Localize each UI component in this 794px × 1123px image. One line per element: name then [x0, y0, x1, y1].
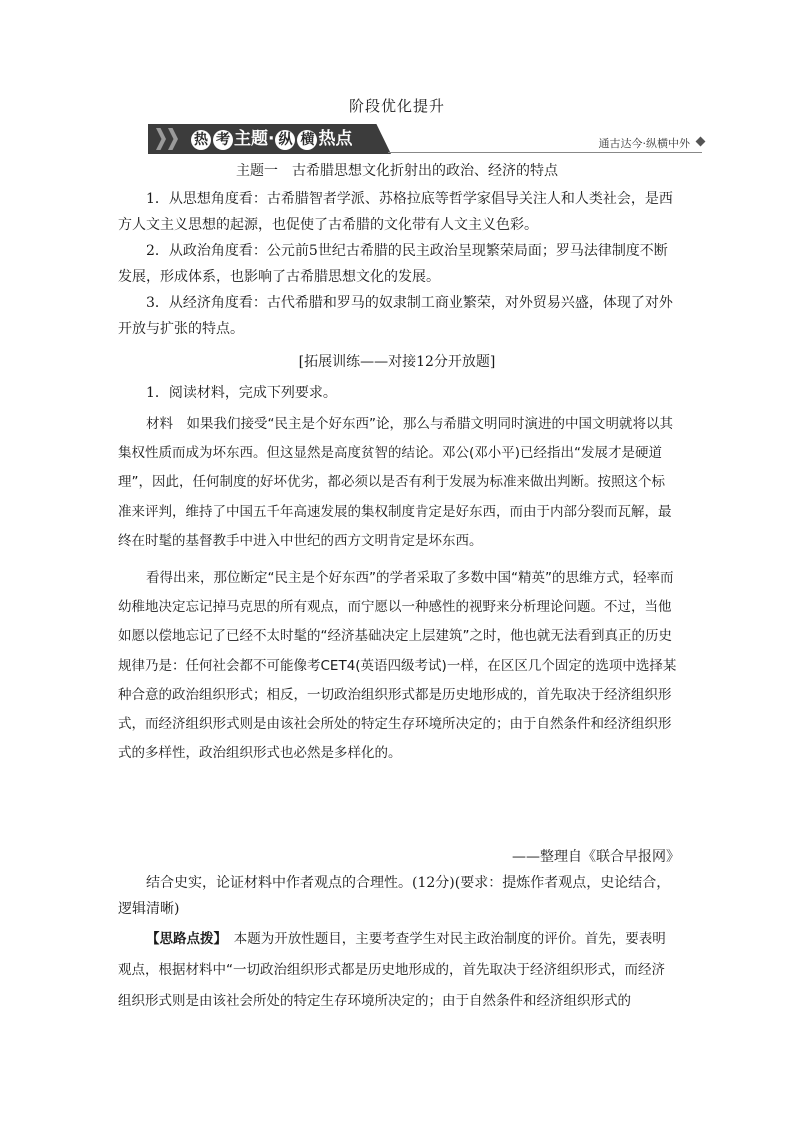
- banner-char: 横: [297, 130, 317, 150]
- answer-hint: [118, 924, 678, 1016]
- requirement-text: 结合史实，论证材料中作者观点的合理性。(12分)(要求：提炼作者观点，史论结合，逻辑清晰): [118, 875, 671, 917]
- banner-char: 纵: [275, 130, 295, 150]
- hint-text: 本题为开放性题目，主要考查学生对民主政治制度的评价。首先，要表明观点，根据材料中“一切政治组织形式都是历史地形成的，首先取决于经济组织形式，而经济组织形式则是由该社会所处的特定生存环境所决定的；由于自然条件和经济组织形式的: [118, 931, 666, 1009]
- banner-rule: [388, 152, 702, 153]
- question-prompt: 1．阅读材料，完成下列要求。: [146, 385, 337, 401]
- material-text: [118, 410, 678, 768]
- key-points: [118, 186, 678, 342]
- section-banner: [148, 124, 708, 154]
- banner-mid: 主题·: [234, 129, 275, 149]
- material-source: ——整理自《联合早报网》: [512, 849, 680, 865]
- banner-end: 热点: [318, 129, 353, 149]
- topic-heading: 主题一 古希腊思想文化折射出的政治、经济的特点: [236, 163, 558, 179]
- banner-label: [190, 124, 352, 154]
- point-item: 2．从政治角度看：公元前5世纪古希腊的民主政治呈现繁荣局面；罗马法律制度不断发展，形成体系，也影响了古希腊思想文化的发展。: [118, 243, 668, 285]
- material-paragraph: 材料 如果我们接受“民主是个好东西”论，那么与希腊文明同时演进的中国文明就将以其集权性质而成为坏东西。但这显然是高度贫智的结论。邓公(邓小平)已经指出“发展才是硬道理”，因此，任何制度的好坏优劣，都必须以是否有利于发展为标准来做出判断。按照这个标准来评判，维持了中国五千年高速发展的集权制度肯定是好东西，而由于内部分裂而瓦解，最终在时髦的基督教手中进入中世纪的西方文明肯定是坏东西。: [118, 416, 673, 549]
- page-title: 阶段优化提升: [348, 97, 445, 115]
- banner-char: 热: [191, 130, 211, 150]
- requirement: [118, 870, 678, 922]
- point-item: 1．从思想角度看：古希腊智者学派、苏格拉底等哲学家倡导关注人和人类社会，是西方人文主义思想的起源，也促使了古希腊的文化带有人文主义色彩。: [118, 191, 673, 233]
- hint-label: 【思路点拨】: [146, 931, 221, 947]
- diamond-icon: [696, 137, 706, 147]
- banner-char: 考: [213, 130, 233, 150]
- point-item: 3．从经济角度看：古代希腊和罗马的奴隶制工商业繁荣，对外贸易兴盛，体现了对外开放与扩张的特点。: [118, 295, 673, 337]
- material-paragraph: 看得出来，那位断定“民主是个好东西”的学者采取了多数中国“精英”的思维方式，轻率而幼稚地决定忘记掉马克思的所有观点，而宁愿以一种感性的视野来分析理论问题。不过，当他如愿以偿地忘记了已经不太时髦的“经济基础决定上层建筑”之时，他也就无法看到真正的历史规律乃是：任何社会都不可能像考CET4(英语四级考试)一样，在区区几个固定的选项中选择某种合意的政治组织形式；相反，一切政治组织形式都是历史地形成的，首先取决于经济组织形式，而经济组织形式则是由该社会所处的特定生存环境所决定的；由于自然条件和经济组织形式的多样性，政治组织形式也必然是多样化的。: [118, 570, 677, 762]
- extension-title: [拓展训练——对接12分开放题]: [298, 354, 496, 370]
- banner-slogan: 通古达今·纵横中外: [598, 137, 690, 150]
